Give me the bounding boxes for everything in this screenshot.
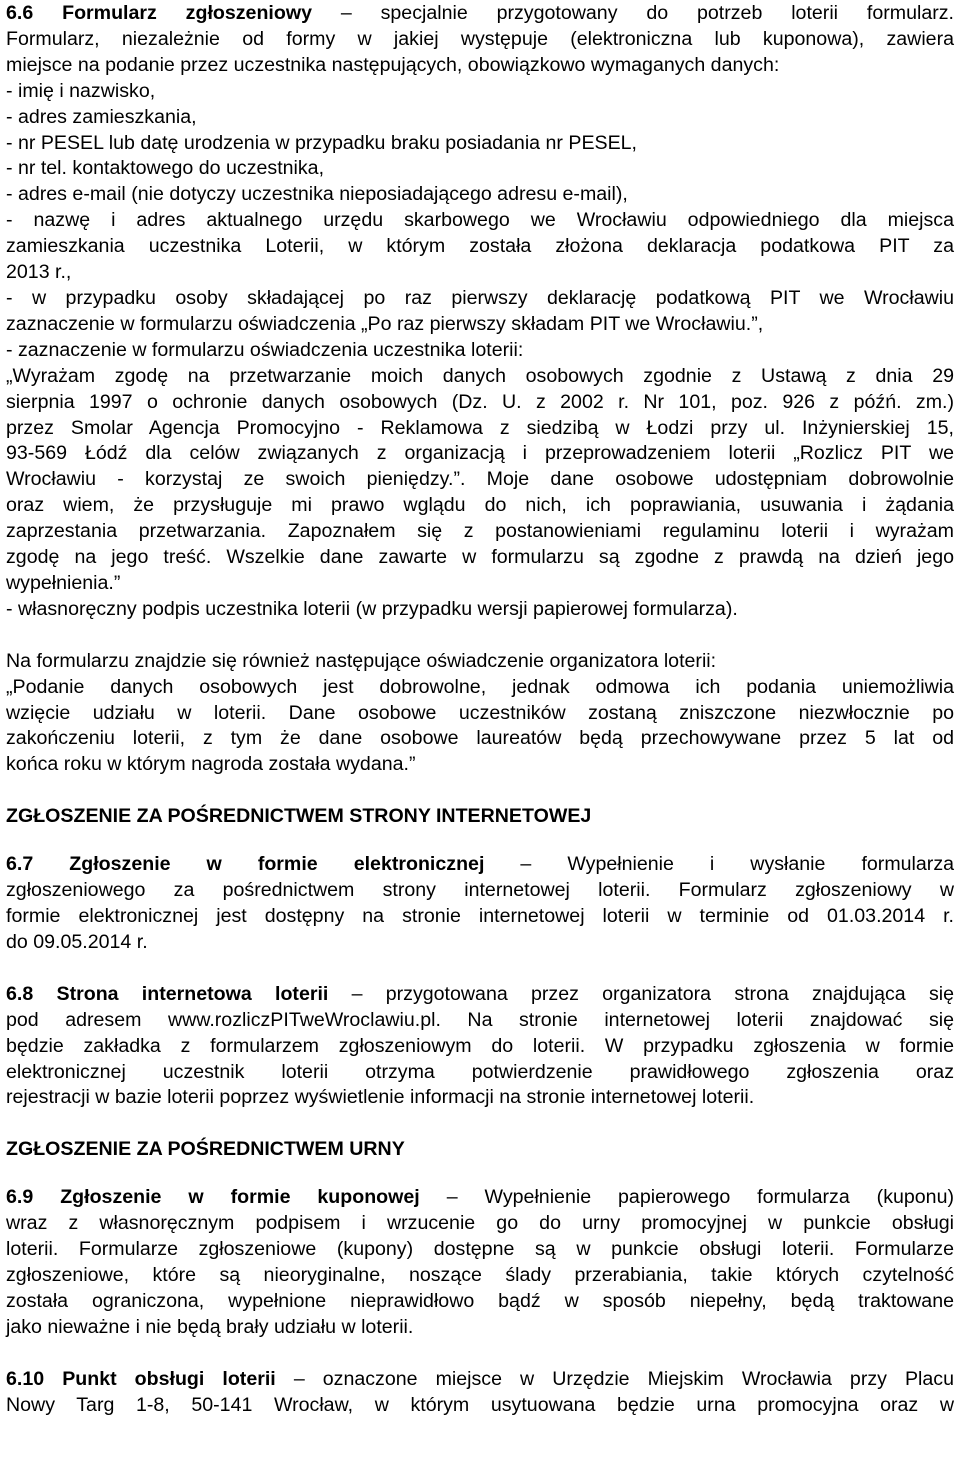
section-6-8-heading	[6, 982, 954, 1008]
text-line: zgodę na jego treść. Wszelkie dane zawarte w formularzu są zgodne z prawdą na dzień jego	[6, 546, 954, 569]
section-6-9-heading	[6, 1185, 954, 1211]
text-line: miejsce na podanie przez uczestnika następujących, obowiązkowo wymaganych danych:	[6, 53, 780, 76]
heading-text: ZGŁOSZENIE ZA POŚREDNICTWEM URNY	[6, 1138, 405, 1161]
text-line: elektronicznej uczestnik loterii otrzyma potwierdzenie prawidłowego zgłoszenia oraz	[6, 1060, 954, 1083]
text-line: loterii. Formularze zgłoszeniowe (kupony) dostępne są w punkcie obsługi loterii. Formularze	[6, 1238, 954, 1261]
text-line: zakończeniu loterii, z tym że dane osobowe laureatów będą przechowywane przez 5 lat od	[6, 727, 954, 750]
list-item: - nazwę i adres aktualnego urzędu skarbowego we Wrocławiu odpowiedniego dla miejsca	[6, 209, 954, 232]
section-intro: – Wypełnienie papierowego formularza (kuponu)	[446, 1186, 955, 1209]
text-line: Wrocławiu - korzystaj ze swoich pieniędzy.”. Moje dane osobowe udostępniam dobrowolnie	[6, 468, 954, 491]
paragraph-gap	[6, 1341, 954, 1367]
section-number: 6.9	[6, 1186, 34, 1209]
section-number: 6.10	[6, 1367, 45, 1390]
heading-text: ZGŁOSZENIE ZA POŚREDNICTWEM STRONY INTERNETOWEJ	[6, 805, 592, 828]
paragraph-gap	[6, 623, 954, 649]
section-heading-internet	[6, 804, 954, 830]
text-line: Nowy Targ 1-8, 50-141 Wrocław, w którym usytuowana będzie urna promocyjna oraz w	[6, 1393, 954, 1416]
text-line: zaprzestania przetwarzania. Zapoznałem się z postanowieniami regulaminu loterii i wyrażam	[6, 520, 954, 543]
section-6-6-heading	[6, 1, 954, 27]
text-line: wzięcie udziału w loterii. Dane osobowe uczestników zostaną zniszczone niezwłocznie po	[6, 701, 954, 724]
text-line: końca roku w którym nagroda została wydana.”	[6, 753, 416, 776]
text-line: zgłoszeniowego za pośrednictwem strony internetowej loterii. Formularz zgłoszeniowy w	[6, 879, 954, 902]
section-intro: – Wypełnienie i wysłanie formularza	[520, 853, 955, 876]
text-line: wypełnienia.”	[6, 571, 121, 594]
section-title: Zgłoszenie w formie kuponowej	[60, 1186, 420, 1209]
text-line: zgłoszeniowe, które są nieoryginalne, noszące ślady przerabiania, takie których czytelność	[6, 1263, 954, 1286]
paragraph-gap	[6, 1163, 954, 1185]
text-line: „Wyrażam zgodę na przetwarzanie moich danych osobowych zgodnie z Ustawą z dnia 29	[6, 364, 954, 387]
list-item: - własnoręczny podpis uczestnika loterii (w przypadku wersji papierowej formularza).	[6, 597, 738, 620]
text-line: zaznaczenie w formularzu oświadczenia „Po raz pierwszy składam PIT we Wrocławiu.”,	[6, 312, 764, 335]
section-intro: – oznaczone miejsce w Urzędzie Miejskim Wrocławia przy Placu	[293, 1367, 954, 1390]
paragraph-gap	[6, 830, 954, 852]
paragraph-gap	[6, 956, 954, 982]
text-line: sierpnia 1997 o ochronie danych osobowych (Dz. U. z 2002 r. Nr 101, poz. 926 z późń. zm.)	[6, 390, 954, 413]
text-line: zamieszkania uczestnika Loterii, w którym została złożona deklaracja podatkowa PIT za	[6, 235, 954, 258]
text-line: pod adresem www.rozliczPITweWroclawiu.pl. Na stronie internetowej loterii znajdować się	[6, 1008, 954, 1031]
section-heading-urn	[6, 1137, 954, 1163]
text-line: oraz wiem, że przysługuje mi prawo wglądu do nich, ich poprawiania, usuwania i żądania	[6, 494, 954, 517]
text-line: rejestracji w bazie loterii poprzez wyświetlenie informacji na stronie internetowej loterii.	[6, 1086, 755, 1109]
text-line: „Podanie danych osobowych jest dobrowolne, jednak odmowa ich podania uniemożliwia	[6, 675, 954, 698]
section-title: Zgłoszenie w formie elektronicznej	[69, 853, 485, 876]
paragraph-gap	[6, 1111, 954, 1137]
section-title: Formularz zgłoszeniowy	[62, 2, 312, 24]
section-number: 6.7	[6, 853, 34, 876]
section-6-10-heading	[6, 1367, 954, 1393]
section-intro: – przygotowana przez organizatora strona znajdująca się	[351, 982, 954, 1005]
list-item: - adres zamieszkania,	[6, 105, 197, 128]
section-title: Strona internetowa loterii	[56, 982, 329, 1005]
text-line: 93-569 Łódź dla celów związanych z organizacją i przeprowadzeniem loterii „Rozlicz PIT we	[6, 442, 954, 465]
text-line: została ograniczona, wypełnione nieprawidłowo bądź w sposób niepełny, będą traktowane	[6, 1289, 954, 1312]
list-item: - zaznaczenie w formularzu oświadczenia uczestnika loterii:	[6, 338, 524, 361]
text-line: wraz z własnoręcznym podpisem i wrzucenie go do urny promocyjnej w punkcie obsługi	[6, 1212, 954, 1235]
list-item: - nr tel. kontaktowego do uczestnika,	[6, 157, 325, 180]
section-number: 6.8	[6, 982, 34, 1005]
section-number: 6.6	[6, 2, 34, 24]
list-item: - nr PESEL lub datę urodzenia w przypadku braku posiadania nr PESEL,	[6, 131, 637, 154]
paragraph-gap	[6, 778, 954, 804]
section-title: Punkt obsługi loterii	[62, 1367, 276, 1390]
text-line: 2013 r.,	[6, 261, 72, 284]
text-line: przez Smolar Agencja Promocyjno - Reklamowa z siedzibą w Łodzi przy ul. Inżynierskiej 15,	[6, 416, 954, 439]
text-line: Na formularzu znajdzie się również następujące oświadczenie organizatora loterii:	[6, 649, 717, 672]
list-item: - w przypadku osoby składającej po raz pierwszy deklarację podatkową PIT we Wrocławiu	[6, 286, 954, 309]
section-intro: – specjalnie przygotowany do potrzeb loterii formularz.	[340, 2, 954, 24]
text-line: do 09.05.2014 r.	[6, 930, 148, 953]
list-item: - adres e-mail (nie dotyczy uczestnika nieposiadającego adresu e-mail),	[6, 183, 628, 206]
text-line: Formularz, niezależnie od formy w jakiej występuje (elektroniczna lub kuponowa), zawiera	[6, 27, 954, 50]
text-line: jako nieważne i nie będą brały udziału w loterii.	[6, 1315, 414, 1338]
text-line: będzie zakładka z formularzem zgłoszeniowym do loterii. W przypadku zgłoszenia w formie	[6, 1034, 954, 1057]
text-line: formie elektronicznej jest dostępny na stronie internetowej loterii w terminie od 01.03.2014 r.	[6, 905, 954, 927]
section-6-7-heading	[6, 852, 954, 878]
list-item: - imię i nazwisko,	[6, 79, 156, 102]
